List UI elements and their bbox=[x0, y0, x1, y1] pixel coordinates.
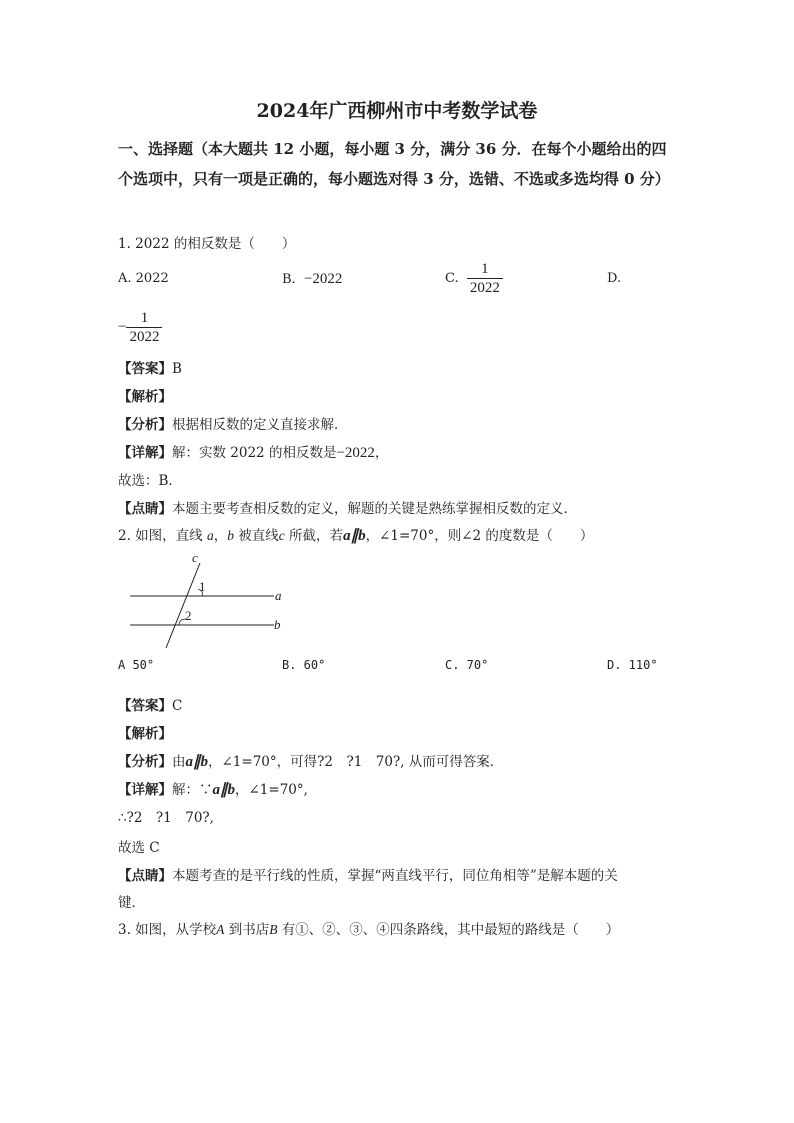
q1-option-b: B. −2022 bbox=[282, 271, 343, 287]
q2-comment-line2: 键． bbox=[118, 895, 145, 911]
q2-fenxi: 【分析】由a∥b，∠1=70°，可得?2 ?1 70?, 从而可得答案． bbox=[118, 754, 504, 770]
q1-analysis-tag: 【解析】 bbox=[118, 389, 172, 405]
q1-option-a: A. 2022 bbox=[118, 271, 169, 286]
q3-stem: 3. 如图，从学校A 到书店B 有①、②、③、④四条路线，其中最短的路线是（ ） bbox=[118, 922, 620, 938]
label-1: 1 bbox=[199, 579, 206, 594]
label-c: c bbox=[192, 550, 198, 565]
q2-option-b: B. 60° bbox=[282, 658, 326, 672]
q2-comment-line1: 【点睛】本题考查的是平行线的性质，掌握“两直线平行，同位角相等”是解本题的关 bbox=[118, 868, 618, 884]
q2-option-a: A 50° bbox=[118, 658, 155, 672]
q1-answer: 【答案】B bbox=[118, 361, 182, 377]
q1-detail: 【详解】解：实数 2022 的相反数是−2022， bbox=[118, 445, 389, 461]
q2-choose: 故选 C bbox=[118, 840, 160, 856]
page-title: 2024年广西柳州市中考数学试卷 bbox=[256, 100, 538, 122]
q1-choose: 故选：B． bbox=[118, 473, 182, 489]
q1-option-d-value: − $\frac{1}{2022}$ bbox=[118, 309, 162, 346]
parallel-lines-figure bbox=[118, 548, 298, 653]
q2-stem: 2. 如图，直线 a，b 被直线c 所截，若a∥b，∠1=70°，则∠2 的度数是（ ） bbox=[118, 528, 594, 544]
q1-stem: 1. 2022 的相反数是（ ） bbox=[118, 236, 296, 252]
q1-comment: 【点睛】本题主要考查相反数的定义，解题的关键是熟练掌握相反数的定义． bbox=[118, 501, 577, 517]
q2-answer: 【答案】C bbox=[118, 698, 183, 714]
q2-option-d: D. 110° bbox=[607, 658, 658, 672]
label-b: b bbox=[274, 617, 281, 632]
section-heading: 一、选择题（本大题共 12 小题，每小题 3 分，满分 36 分．在每个小题给出的四个选项中，只有一项是正确的，每小题选对得 3 分，选错、不选或多选均得 0 分） bbox=[118, 140, 670, 188]
q1-option-c-fraction: $\frac{1}{2022}$ bbox=[467, 260, 503, 297]
q2-detail: 【详解】解：∵a∥b，∠1=70°, bbox=[118, 782, 308, 798]
q1-option-c: C. $\frac{1}{2022}$ bbox=[445, 260, 503, 297]
line-c bbox=[166, 563, 200, 648]
q2-analysis-tag: 【解析】 bbox=[118, 726, 172, 742]
label-a: a bbox=[275, 588, 282, 603]
q2-option-c: C. 70° bbox=[445, 658, 489, 672]
q1-option-d-label: D. bbox=[607, 271, 622, 286]
label-2: 2 bbox=[185, 608, 192, 623]
q1-fenxi: 【分析】根据相反数的定义直接求解． bbox=[118, 417, 348, 433]
q2-therefore: ∴?2 ?1 70?, bbox=[118, 810, 214, 826]
